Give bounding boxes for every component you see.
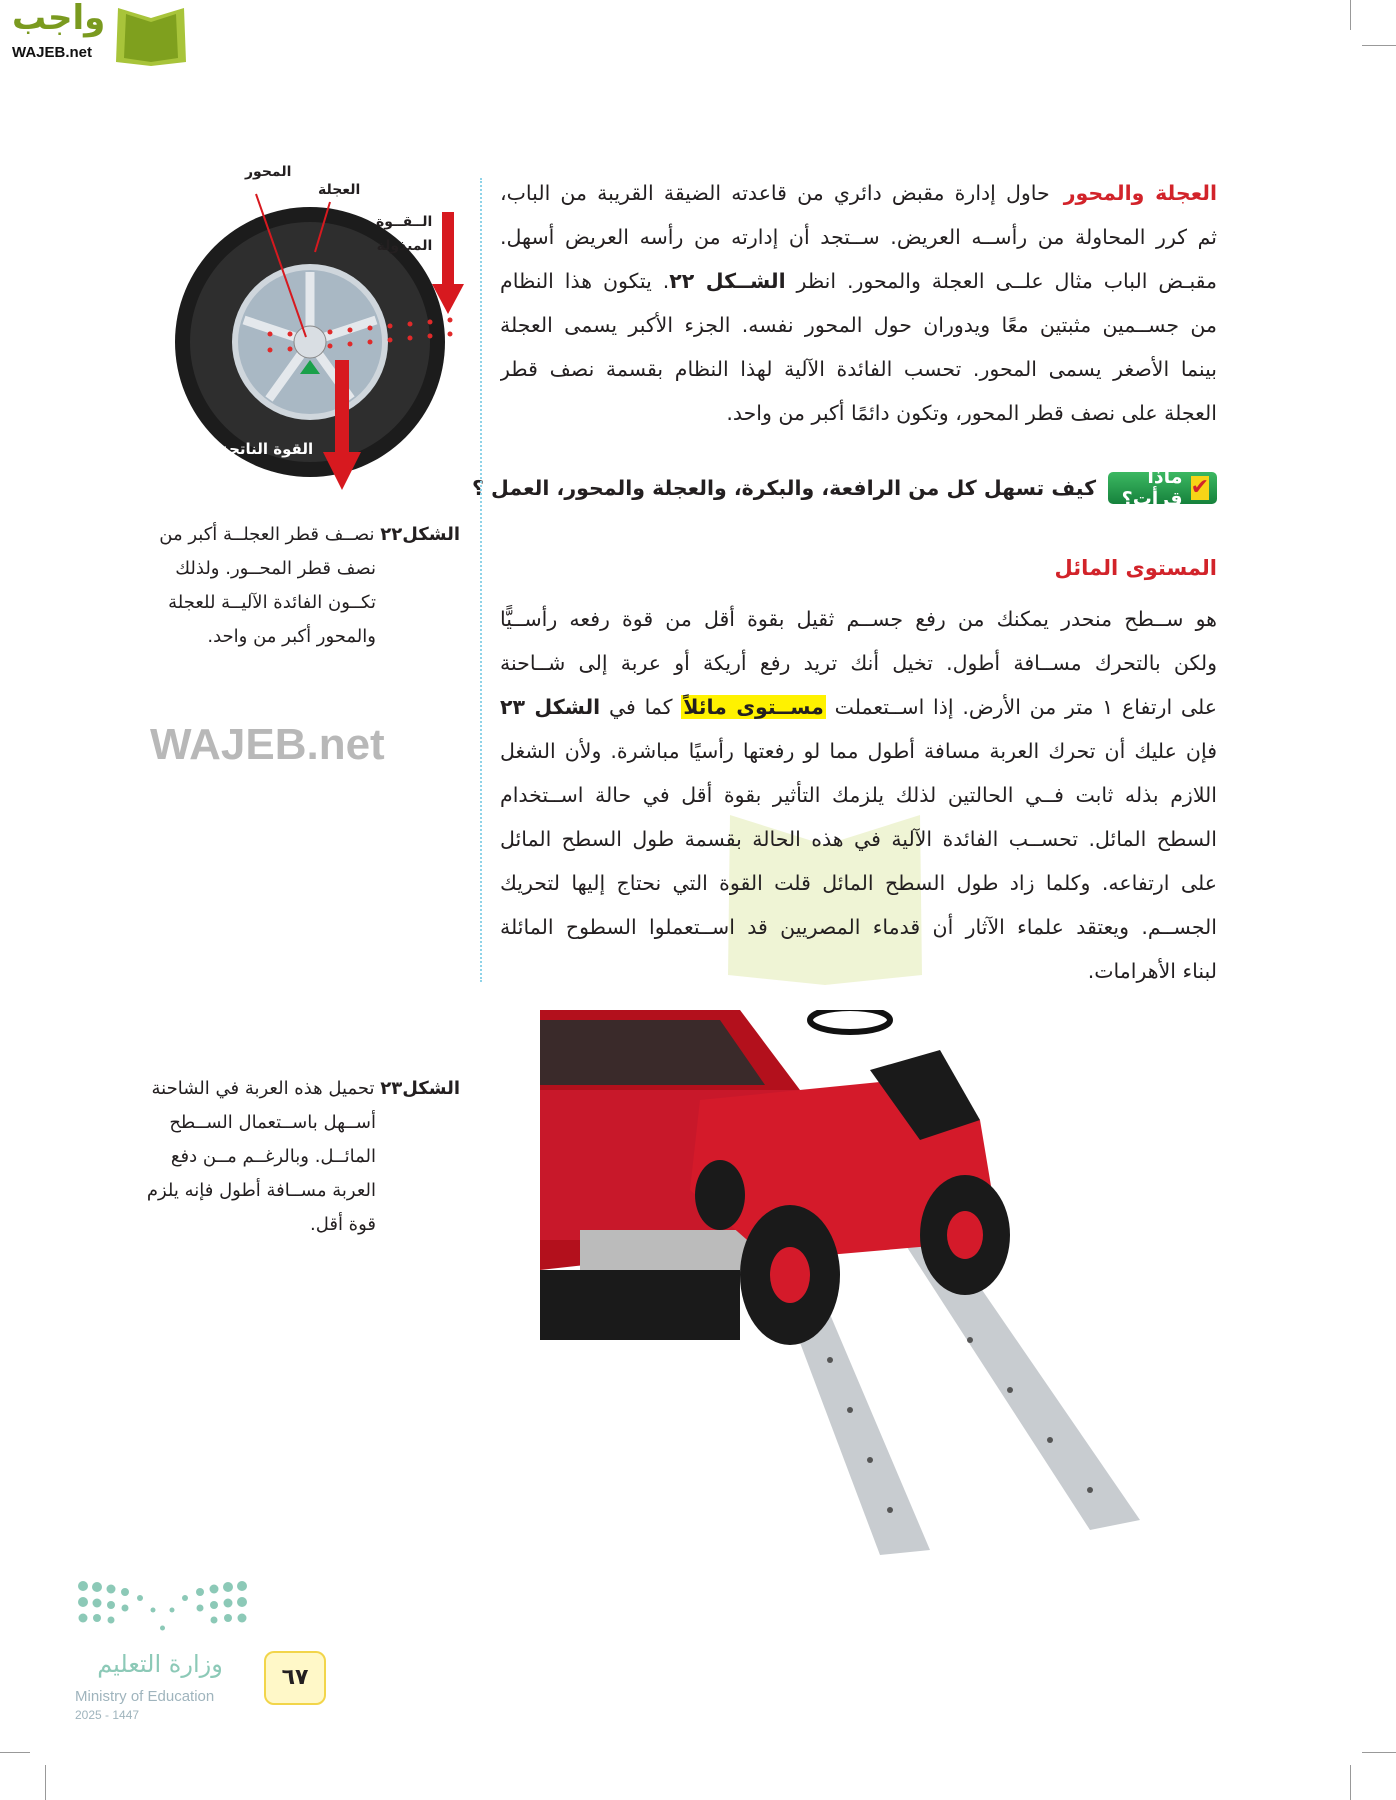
paragraph-line: لبناء الأهرامات.	[1087, 959, 1217, 983]
paragraph-line: الجســم. ويعتقد علماء الآثار أن قدماء المصريين قد اســتعملوا السطوح المائلة	[500, 915, 1217, 939]
text: مقبـض الباب مثال علــى العجلة والمحور. انظر	[785, 269, 1217, 293]
paragraph-line: هو ســطح منحدر يمكنك من رفع جســم ثقيل بقوة أقل من قوة رفعه رأســيًّا	[500, 607, 1217, 631]
logo-arabic: واجب	[12, 0, 106, 38]
paragraph-line: فإن عليك أن تحرك العربة مسافة أطول مما لو رفعتها رأسيًا مباشرة. ولأن الشغل	[500, 739, 1217, 763]
checkmark-icon: ✔	[1190, 475, 1209, 500]
paragraph-line: اللازم بذله ثابت فــي الحالتين لذلك يلزمك التأثير بقوة أقل في حالة اســتخدام	[500, 783, 1217, 807]
label-input-force	[376, 210, 432, 258]
ministry-year: 2025 - 1447	[75, 1708, 140, 1722]
ministry-logo	[75, 1578, 250, 1728]
watermark-text: WAJEB.net	[150, 720, 385, 769]
page-number: ٦٧	[264, 1651, 326, 1705]
crop-mark	[1362, 45, 1396, 46]
label-text: المبذولة	[376, 238, 433, 254]
truck-ramp-photo	[540, 1010, 1185, 1560]
paragraph-line	[500, 685, 1217, 729]
label-text: الــقــوة	[376, 214, 433, 230]
figure-reference: الشــكل ٢٢	[669, 269, 786, 293]
label-output-force: القوة الناتجة	[220, 440, 314, 458]
figure22-caption	[159, 518, 460, 654]
section-heading-inclined-plane: المستوى المائل	[1054, 556, 1217, 580]
caption-line: العربة مســافة أطول فإنه يلزم	[146, 1180, 376, 1201]
paragraph-line: السطح المائل. تحســب الفائدة الآلية في هذه الحالة بقسمة طول السطح المائل	[500, 827, 1217, 851]
caption-line	[159, 518, 460, 552]
paragraph-line: ثم كرر المحاولة من رأســه العريض. ســتجد أن إدارته من رأسه العريض أسهل.	[500, 225, 1217, 249]
caption-line: قوة أقل.	[309, 1214, 376, 1235]
reading-check	[472, 466, 1217, 510]
crop-mark	[1350, 1765, 1351, 1800]
text: . يتكون هذا النظام	[500, 269, 670, 293]
label-wheel: العجلة	[318, 182, 361, 198]
caption-line: تكــون الفائدة الآليــة للعجلة	[168, 592, 376, 613]
ministry-name-ar: وزارة التعليم	[97, 1650, 223, 1678]
caption-line: المائــل. وبالرغــم مــن دفع	[170, 1146, 376, 1167]
text: نصــف قطر العجلــة أكبر من	[159, 524, 375, 545]
paragraph-line	[500, 171, 1217, 215]
crop-mark	[1362, 1752, 1396, 1753]
highlighted-term: مســتوى مائلاً	[683, 695, 824, 719]
badge-label: ماذا قرأت؟	[1121, 466, 1183, 510]
caption-title: الشكل٢٣	[380, 1078, 460, 1099]
paragraph-line: بينما الأصغر يسمى المحور. تحسب الفائدة الآلية لهذا النظام بقسمة نصف قطر	[500, 357, 1217, 381]
figure-reference: الشكل ٢٣	[500, 695, 601, 719]
caption-line: نصف قطر المحــور. ولذلك	[175, 558, 376, 579]
ministry-name-en: Ministry of Education	[75, 1688, 215, 1705]
section-heading-wheel-axle: العجلة والمحور	[1063, 181, 1217, 205]
crop-mark	[1350, 0, 1351, 30]
figure23-caption	[147, 1072, 460, 1242]
caption-line: أســهل باســتعمال الســطح	[169, 1112, 376, 1133]
ministry-dots-icon	[75, 1578, 250, 1638]
crop-mark	[45, 1765, 46, 1800]
crop-mark	[0, 1752, 30, 1753]
paragraph-line: على ارتفاعه. وكلما زاد طول السطح المائل قلت القوة التي نحتاج إليها لتحريك	[500, 871, 1217, 895]
text: تحميل هذه العربة في الشاحنة	[151, 1078, 375, 1099]
text: على ارتفاع ١ متر من الأرض. إذا اســتعملت	[825, 695, 1217, 719]
label-axle: المحور	[245, 164, 292, 180]
paragraph-line: ولكن بالتحرك مســافة أطول. تخيل أنك تريد رفع أريكة أو عربة إلى شــاحنة	[500, 651, 1217, 675]
paragraph-line: من جســمين مثبتين معًا ويدوران حول المحور نفسه. الجزء الأكبر يسمى العجلة	[500, 313, 1217, 337]
caption-line	[147, 1072, 460, 1106]
caption-line: والمحور أكبر من واحد.	[207, 626, 376, 647]
text: كما في	[600, 695, 682, 719]
paragraph-line	[500, 259, 1217, 303]
text: حاول إدارة مقبض دائري من قاعدته الضيقة القريبة من الباب،	[500, 181, 1050, 205]
reading-check-question: كيف تسهل كل من الرافعة، والبكرة، والعجلة والمحور، العمل ؟	[472, 476, 1097, 500]
wajeb-logo[interactable]	[8, 0, 193, 66]
caption-title: الشكل٢٢	[380, 524, 460, 545]
column-divider	[480, 178, 482, 982]
reading-check-badge	[1108, 466, 1217, 510]
book-icon	[108, 4, 194, 66]
paragraph-line: العجلة على نصف قطر المحور، وتكون دائمًا أكبر من واحد.	[726, 401, 1217, 425]
logo-latin: WAJEB.net	[12, 44, 93, 61]
